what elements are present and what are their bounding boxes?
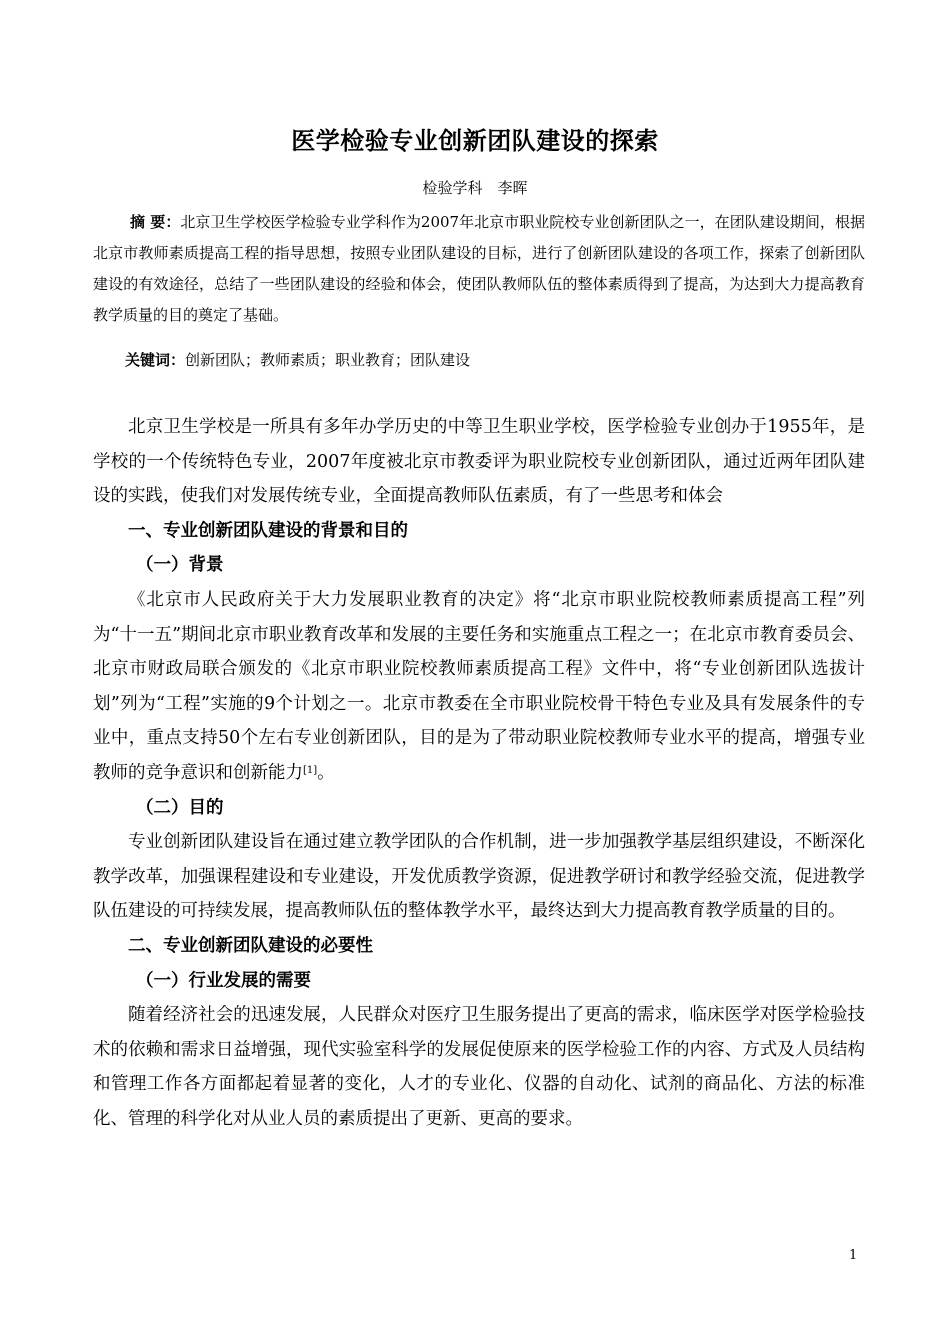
section-heading-1: 一、专业创新团队建设的背景和目的 [128,520,408,541]
abstract-text: 北京卫生学校医学检验专业学科作为2007年北京市职业院校专业创新团队之一，在团队建设期间，根据北京市教师素质提高工程的指导思想，按照专业团队建设的目标，进行了创新团队建设的各项工作，探索了创新团队建设的有效途径，总结了一些团队建设的经验和体会，使团队教师队伍的整体素质得到了提高，为达到大力提高教育教学质量的目的奠定了基础。 [93,213,865,324]
background-paragraph [93,583,865,791]
abstract-label: 摘 要： [130,213,181,231]
abstract [93,207,865,331]
keywords-label: 关键词： [125,351,186,369]
subsection-heading-industry: （一）行业发展的需要 [136,970,311,991]
doc-author: 检验学科 李晖 [422,179,528,197]
subsection-heading-background: （一）背景 [136,555,224,576]
keywords [125,349,470,370]
background-text-end: 。 [317,762,335,783]
reference-marker[interactable]: [1] [303,764,318,776]
intro-paragraph: 北京卫生学校是一所具有多年办学历史的中等卫生职业学校，医学检验专业创办于1955年，是学校的一个传统特色专业，2007年度被北京市教委评为职业院校专业创新团队，通过近两年团队建设的实践，使我们对发展传统专业，全面提高教师队伍素质，有了一些思考和体会 [93,417,865,507]
industry-paragraph: 随着经济社会的迅速发展，人民群众对医疗卫生服务提出了更高的需求，临床医学对医学检验技术的依赖和需求日益增强，现代实验室科学的发展促使原来的医学检验工作的内容、方式及人员结构和管理工作各方面都起着显著的变化，人才的专业化、仪器的自动化、试剂的商品化、方法的标准化、管理的科学化对从业人员的素质提出了更新、更高的要求。 [93,1005,865,1129]
doc-title: 医学检验专业创新团队建设的探索 [291,126,659,155]
section-heading-2: 二、专业创新团队建设的必要性 [128,935,373,956]
page-number: 1 [849,1248,858,1263]
keywords-text: 创新团队；教师素质；职业教育；团队建设 [185,351,471,369]
purpose-paragraph: 专业创新团队建设旨在通过建立教学团队的合作机制，进一步加强教学基层组织建设，不断深化教学改革，加强课程建设和专业建设，开发优质教学资源，促进教学研讨和教学经验交流，促进教学队伍建设的可持续发展，提高教师队伍的整体教学水平，最终达到大力提高教育教学质量的目的。 [93,832,865,922]
background-text: 《北京市人民政府关于大力发展职业教育的决定》将“北京市职业院校教师素质提高工程”列为“十一五”期间北京市职业教育改革和发展的主要任务和实施重点工程之一；在北京市教育委员会、北京市财政局联合颁发的《北京市职业院校教师素质提高工程》文件中，将“专业创新团队选拔计划”列为“工程”实施的9个计划之一。北京市教委在全市职业院校骨干特色专业及具有发展条件的专业中，重点支持50个左右专业创新团队，目的是为了带动职业院校教师专业水平的提高，增强专业教师的竞争意识和创新能力 [93,589,865,783]
body-text [93,410,865,1136]
subsection-heading-purpose: （二）目的 [136,797,224,818]
